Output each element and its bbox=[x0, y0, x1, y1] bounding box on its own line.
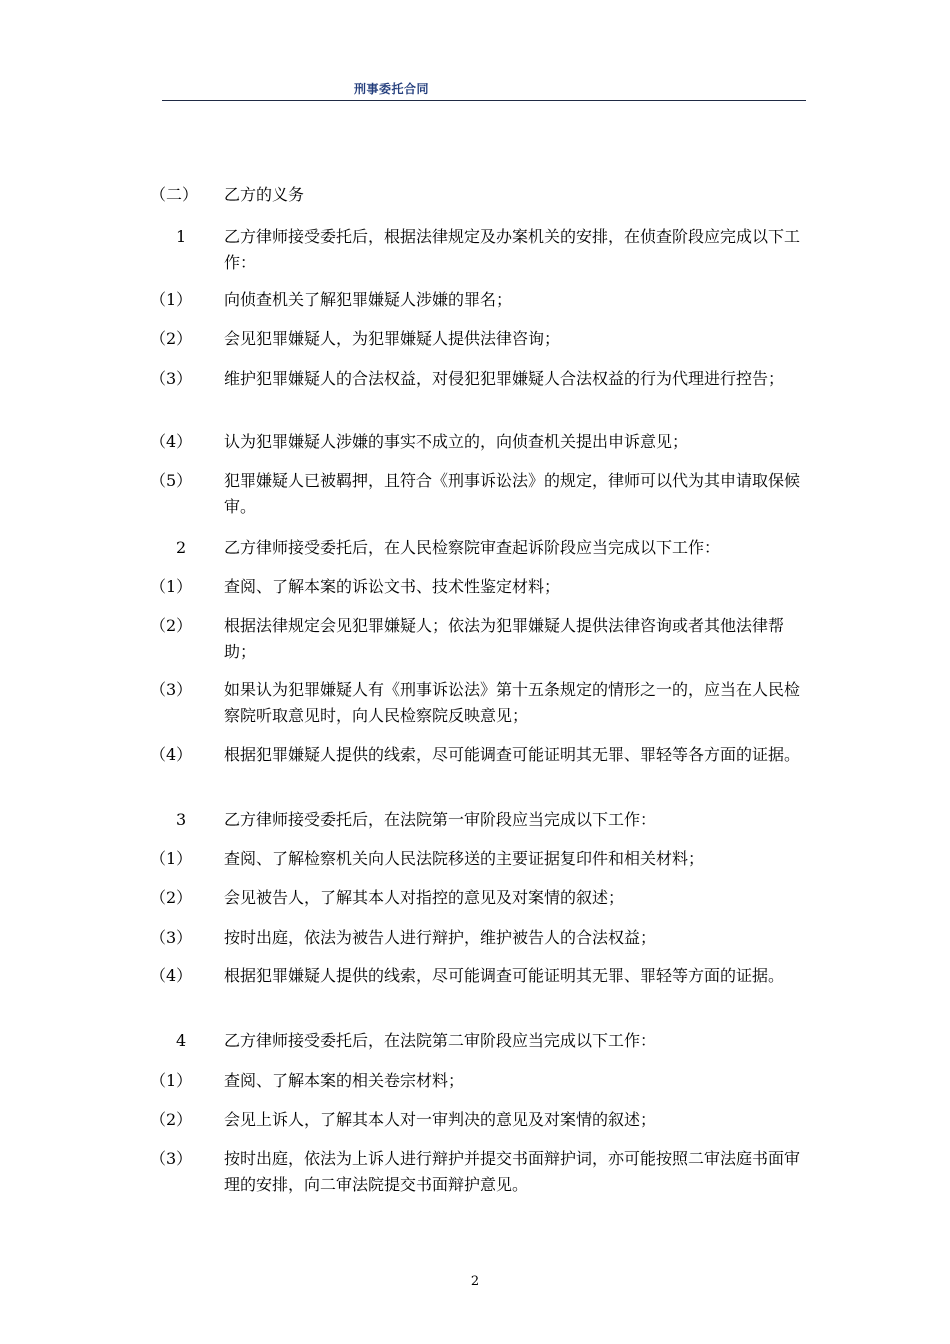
subclause-marker: （4） bbox=[150, 745, 193, 764]
subclause-marker: （2） bbox=[150, 1110, 193, 1129]
subclause-text: 根据犯罪嫌疑人提供的线索，尽可能调查可能证明其无罪、罪轻等各方面的证据。 bbox=[224, 745, 801, 764]
subclause-marker: （2） bbox=[150, 616, 193, 635]
subclause-marker: （1） bbox=[150, 577, 193, 596]
document-header-title: 刑事委托合同 bbox=[354, 82, 430, 96]
subclause-text: 按时出庭，依法为上诉人进行辩护并提交书面辩护词，亦可能按照二审法庭书面审理的安排，向二审法院提交书面辩护意见。 bbox=[224, 1149, 801, 1194]
subclause-marker: （1） bbox=[150, 849, 193, 868]
subclause-marker: （5） bbox=[150, 471, 193, 490]
subclause-text: 会见上诉人，了解其本人对一审判决的意见及对案情的叙述； bbox=[224, 1110, 657, 1129]
subclause-marker: （3） bbox=[150, 680, 193, 699]
clause-text: 乙方律师接受委托后，在法院第一审阶段应当完成以下工作： bbox=[224, 810, 657, 829]
subclause-marker: （4） bbox=[150, 432, 193, 451]
subclause-marker: （4） bbox=[150, 966, 193, 985]
subclause-marker: （1） bbox=[150, 1071, 193, 1090]
subclause-text: 按时出庭，依法为被告人进行辩护，维护被告人的合法权益； bbox=[224, 928, 657, 947]
subclause-marker: （3） bbox=[150, 928, 193, 947]
page-number: 2 bbox=[470, 1274, 480, 1289]
subclause-text: 查阅、了解本案的诉讼文书、技术性鉴定材料； bbox=[224, 577, 561, 596]
subclause-marker: （2） bbox=[150, 329, 193, 348]
subclause-text: 犯罪嫌疑人已被羁押，且符合《刑事诉讼法》的规定，律师可以代为其申请取保候审。 bbox=[224, 471, 801, 516]
clause-text: 乙方律师接受委托后，在人民检察院审查起诉阶段应当完成以下工作： bbox=[224, 538, 721, 557]
subclause-text: 维护犯罪嫌疑人的合法权益，对侵犯犯罪嫌疑人合法权益的行为代理进行控告； bbox=[224, 369, 785, 388]
subclause-text: 向侦查机关了解犯罪嫌疑人涉嫌的罪名； bbox=[224, 290, 513, 309]
clause-number: 1 bbox=[176, 227, 187, 246]
subclause-text: 会见犯罪嫌疑人，为犯罪嫌疑人提供法律咨询； bbox=[224, 329, 561, 348]
subclause-marker: （1） bbox=[150, 290, 193, 309]
subclause-text: 会见被告人，了解其本人对指控的意见及对案情的叙述； bbox=[224, 888, 625, 907]
clause-text: 乙方律师接受委托后，在法院第二审阶段应当完成以下工作： bbox=[224, 1031, 657, 1050]
subclause-text: 查阅、了解本案的相关卷宗材料； bbox=[224, 1071, 465, 1090]
section-marker: （二） bbox=[150, 185, 199, 204]
subclause-text: 查阅、了解检察机关向人民法院移送的主要证据复印件和相关材料； bbox=[224, 849, 705, 868]
clause-number: 3 bbox=[176, 810, 187, 829]
subclause-marker: （3） bbox=[150, 369, 193, 388]
subclause-text: 根据犯罪嫌疑人提供的线索，尽可能调查可能证明其无罪、罪轻等方面的证据。 bbox=[224, 966, 785, 985]
subclause-text: 根据法律规定会见犯罪嫌疑人；依法为犯罪嫌疑人提供法律咨询或者其他法律帮助； bbox=[224, 616, 785, 661]
clause-number: 4 bbox=[176, 1031, 187, 1050]
section-title: 乙方的义务 bbox=[224, 185, 305, 204]
subclause-marker: （2） bbox=[150, 888, 193, 907]
subclause-marker: （3） bbox=[150, 1149, 193, 1168]
subclause-text: 如果认为犯罪嫌疑人有《刑事诉讼法》第十五条规定的情形之一的，应当在人民检察院听取意见时，向人民检察院反映意见； bbox=[224, 680, 801, 725]
subclause-text: 认为犯罪嫌疑人涉嫌的事实不成立的，向侦查机关提出申诉意见； bbox=[224, 432, 689, 451]
clause-number: 2 bbox=[176, 538, 187, 557]
clause-text: 乙方律师接受委托后，根据法律规定及办案机关的安排，在侦查阶段应完成以下工作： bbox=[224, 227, 801, 272]
